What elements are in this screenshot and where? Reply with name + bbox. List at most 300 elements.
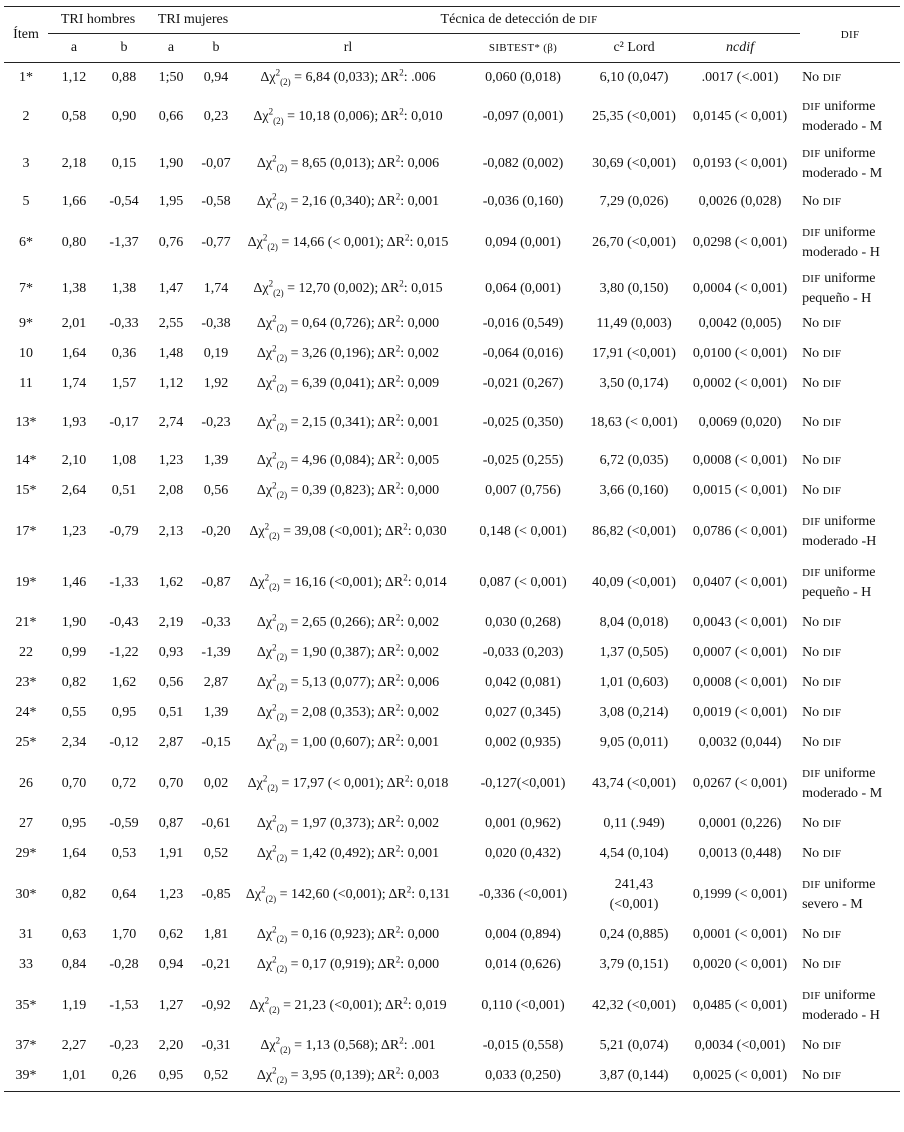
cell-mujeres-a: 0,94	[158, 957, 184, 972]
cell-mujeres-b: 1,81	[203, 927, 229, 942]
rl-chi: 0,39 (0,823)	[301, 483, 371, 498]
cell-rl: $\Delta\chi^2_{(2)} = 14,66$ (< 0,001); $\Delta R^2$: 0,015	[247, 231, 449, 252]
cell-item: 30*	[15, 886, 37, 902]
cell-dif	[800, 476, 900, 506]
table-row	[4, 950, 900, 980]
cell-rl: $\Delta\chi^2_{(2)} = 8,65$ (0,013); $\Delta R^2$: 0,006	[256, 152, 440, 173]
rl-r2: 0,010	[411, 108, 443, 124]
cell-ncdif: 0,0043 (< 0,001)	[692, 615, 788, 630]
table-row	[4, 476, 900, 506]
cell-mujeres-b: -0,20	[201, 523, 231, 539]
dif-line-1: DIF uniforme	[802, 145, 876, 161]
cell-dif	[800, 339, 900, 369]
cell-dif	[800, 638, 900, 668]
cell-hombres-b: -0,33	[109, 316, 139, 331]
cell-mujeres-b: 0,52	[203, 1068, 229, 1083]
cell-rl: $\Delta\chi^2_{(2)} = 16,16$ (<0,001); $\Delta R^2$: 0,014	[249, 571, 447, 592]
cell-mujeres-b: -0,58	[201, 194, 231, 209]
cell-mujeres-b: 0,23	[203, 108, 229, 124]
cell-dif	[800, 369, 900, 399]
cell-mujeres-b: 0,94	[203, 70, 229, 85]
rl-r2: .006	[411, 70, 436, 85]
cell-hombres-b: 0,51	[111, 483, 137, 498]
cell-hombres-a: 0,82	[61, 886, 87, 902]
cell-hombres-b: 1,38	[111, 280, 137, 296]
rl-r2: 0,019	[415, 997, 447, 1013]
dif-line-1: No DIF	[802, 1038, 842, 1053]
rl-r2: 0,014	[415, 574, 447, 590]
cell-item: 1*	[19, 70, 33, 85]
cell-dif	[800, 557, 900, 608]
cell-hombres-a: 0,99	[61, 645, 87, 660]
rl-chi: 1,90 (0,387)	[301, 645, 371, 660]
rl-r2: 0,006	[407, 155, 440, 171]
cell-sibtest: 0,027 (0,345)	[485, 705, 561, 720]
dif-line-1: No DIF	[802, 816, 842, 831]
rl-r2: 0,003	[407, 1068, 440, 1083]
cell-rl: $\Delta\chi^2_{(2)} = 1,42$ (0,492); $\Delta R^2$: 0,001	[256, 843, 440, 863]
cell-lord: 17,91 (<0,001)	[592, 346, 676, 361]
cell-rl: $\Delta\chi^2_{(2)} = 3,95$ (0,139); $\Delta R^2$: 0,003	[256, 1065, 440, 1085]
cell-ncdif: 0,0407 (< 0,001)	[692, 574, 788, 590]
cell-rl: $\Delta\chi^2_{(2)} = 1,00$ (0,607); $\Delta R^2$: 0,001	[256, 732, 440, 752]
cell-hombres-b: 0,95	[111, 705, 137, 720]
cell-lord: 5,21 (0,074)	[599, 1038, 669, 1053]
cell-hombres-b: -0,12	[109, 735, 139, 750]
cell-hombres-a: 0,55	[61, 705, 87, 720]
cell-sibtest: -0,033 (0,203)	[482, 645, 564, 660]
dif-line-2: pequeño - H	[802, 584, 872, 600]
cell-hombres-a: 2,01	[61, 316, 87, 331]
cell-lord: 3,08 (0,214)	[599, 705, 669, 720]
cell-lord: 25,35 (<0,001)	[592, 108, 676, 124]
cell-rl: $\Delta\chi^2_{(2)} = 21,23$ (<0,001); $\Delta R^2$: 0,019	[249, 994, 447, 1015]
rl-r2: 0,002	[407, 705, 440, 720]
cell-mujeres-a: 1,91	[158, 846, 184, 861]
cell-rl: $\Delta\chi^2_{(2)} = 17,97$ (< 0,001); $\Delta R^2$: 0,018	[247, 772, 449, 793]
cell-ncdif: 0,0008 (< 0,001)	[692, 675, 788, 690]
cell-dif	[800, 698, 900, 728]
cell-lord: 30,69 (<0,001)	[592, 155, 676, 171]
cell-ncdif: 0,0034 (<0,001)	[694, 1038, 786, 1053]
rl-r2: 0,000	[407, 927, 440, 942]
dif-line-2: moderado - M	[802, 785, 883, 801]
cell-dif	[800, 217, 900, 268]
cell-lord: 3,79 (0,151)	[599, 957, 669, 972]
dif-line-1: DIF uniforme	[802, 987, 876, 1003]
cell-hombres-b: 1,62	[111, 675, 137, 690]
cell-rl: $\Delta\chi^2_{(2)} = 6,84$ (0,033); $\Delta R^2$: .006	[260, 67, 436, 87]
cell-ncdif: 0,0042 (0,005)	[698, 316, 782, 331]
cell-dif	[800, 399, 900, 446]
rl-chi: 6,84 (0,033)	[305, 70, 375, 85]
cell-ncdif: 0,0001 (< 0,001)	[692, 927, 788, 942]
cell-ncdif: 0,0193 (< 0,001)	[692, 155, 788, 171]
cell-item: 10	[19, 346, 33, 361]
rl-chi: 3,95 (0,139)	[301, 1068, 371, 1083]
cell-hombres-a: 2,64	[61, 483, 87, 498]
cell-item: 29*	[15, 846, 37, 861]
cell-hombres-b: 1,70	[111, 927, 137, 942]
rl-r2: .001	[411, 1038, 436, 1053]
cell-item: 19*	[15, 574, 37, 590]
cell-item: 37*	[15, 1038, 37, 1053]
table-row	[4, 638, 900, 668]
cell-ncdif: 0,1999 (< 0,001)	[692, 886, 788, 902]
cell-lord: 0,11 (.949)	[603, 816, 665, 831]
cell-mujeres-a: 2,19	[158, 615, 184, 630]
cell-mujeres-a: 1,12	[158, 376, 184, 391]
cell-hombres-b: -0,54	[109, 194, 139, 209]
cell-ncdif: 0,0145 (< 0,001)	[692, 108, 788, 124]
cell-ncdif: 0,0100 (< 0,001)	[692, 346, 788, 361]
table-row	[4, 608, 900, 638]
cell-mujeres-b: -0,21	[201, 957, 231, 972]
cell-hombres-a: 0,80	[61, 234, 87, 250]
rl-chi: 14,66 (< 0,001)	[292, 234, 381, 250]
cell-mujeres-a: 1,90	[158, 155, 184, 171]
cell-sibtest: 0,014 (0,626)	[485, 957, 561, 972]
cell-lord: 43,74 (<0,001)	[592, 775, 676, 791]
rl-chi: 2,16 (0,340)	[301, 194, 371, 209]
hombres-a-header: a	[70, 40, 78, 55]
dif-line-1: No DIF	[802, 453, 842, 468]
cell-item: 26	[19, 775, 33, 791]
rl-chi: 0,16 (0,923)	[301, 927, 371, 942]
cell-lord: 86,82 (<0,001)	[592, 523, 676, 539]
rl-chi: 8,65 (0,013)	[301, 155, 371, 171]
table-row	[4, 187, 900, 217]
cell-mujeres-b: 0,56	[203, 483, 229, 498]
cell-mujeres-a: 0,62	[158, 927, 184, 942]
cell-hombres-b: 0,72	[111, 775, 137, 791]
cell-lord: 7,29 (0,026)	[599, 194, 669, 209]
cell-item: 33	[19, 957, 33, 972]
cell-lord: 26,70 (<0,001)	[592, 234, 676, 250]
dif-line-1: No DIF	[802, 705, 842, 720]
dif-line-1: No DIF	[802, 846, 842, 861]
table-row	[4, 668, 900, 698]
cell-hombres-a: 2,10	[61, 453, 87, 468]
rl-chi: 39,08 (<0,001)	[294, 523, 379, 539]
cell-lord: 3,66 (0,160)	[599, 483, 669, 498]
cell-ncdif: 0,0007 (< 0,001)	[692, 645, 788, 660]
cell-rl: $\Delta\chi^2_{(2)} = 1,90$ (0,387); $\Delta R^2$: 0,002	[256, 642, 440, 662]
cell-sibtest: -0,064 (0,016)	[482, 346, 564, 361]
cell-mujeres-a: 0,76	[158, 234, 184, 250]
cell-hombres-a: 0,95	[61, 816, 87, 831]
cell-mujeres-b: -0,87	[201, 574, 231, 590]
cell-mujeres-a: 0,56	[158, 675, 184, 690]
cell-mujeres-b: 1,39	[203, 705, 229, 720]
dif-line-2: moderado - M	[802, 118, 883, 134]
cell-lord: 8,04 (0,018)	[599, 615, 669, 630]
dif-line-1: DIF uniforme	[802, 98, 876, 114]
cell-mujeres-b: 1,74	[203, 280, 229, 296]
cell-mujeres-a: 0,51	[158, 705, 184, 720]
cell-mujeres-a: 2,87	[158, 735, 184, 750]
cell-hombres-a: 1,23	[61, 523, 87, 539]
rl-r2: 0,002	[407, 816, 440, 831]
cell-hombres-a: 1,64	[61, 846, 87, 861]
rl-chi: 2,08 (0,353)	[301, 705, 371, 720]
cell-dif	[800, 869, 900, 920]
cell-sibtest: 0,002 (0,935)	[485, 735, 561, 750]
cell-hombres-a: 1,46	[61, 574, 87, 590]
cell-hombres-b: -1,33	[109, 574, 139, 590]
cell-item: 27	[19, 816, 33, 831]
rl-r2: 0,000	[407, 957, 440, 972]
rl-chi: 2,15 (0,341)	[301, 414, 371, 430]
cell-mujeres-b: -0,85	[201, 886, 231, 902]
cell-hombres-a: 1,74	[61, 376, 87, 391]
rl-r2: 0,006	[407, 675, 440, 690]
cell-item: 13*	[15, 414, 37, 430]
cell-mujeres-b: -1,39	[201, 645, 231, 660]
cell-mujeres-b: 0,02	[203, 775, 229, 791]
cell-rl: $\Delta\chi^2_{(2)} = 0,16$ (0,923); $\Delta R^2$: 0,000	[256, 924, 440, 944]
cell-mujeres-a: 2,20	[158, 1038, 184, 1053]
rl-chi: 1,00 (0,607)	[301, 735, 371, 750]
mujeres-a-header: a	[167, 40, 175, 55]
cell-mujeres-b: -0,61	[201, 816, 231, 831]
cell-mujeres-b: 1,39	[203, 453, 229, 468]
cell-hombres-b: -0,59	[109, 816, 139, 831]
dif-line-1: No DIF	[802, 645, 842, 660]
cell-mujeres-a: 1,48	[158, 346, 184, 361]
cell-lord: 40,09 (<0,001)	[592, 574, 676, 590]
cell-sibtest: 0,110 (<0,001)	[481, 997, 565, 1013]
cell-mujeres-a: 1,62	[158, 574, 184, 590]
ncdif-header: ncdif	[726, 40, 755, 55]
cell-ncdif: 0,0001 (0,226)	[698, 816, 782, 831]
rl-chi: 5,13 (0,077)	[301, 675, 371, 690]
cell-ncdif: 0,0002 (< 0,001)	[692, 376, 788, 391]
cell-lord: 9,05 (0,011)	[599, 735, 669, 750]
cell-hombres-b: 0,26	[111, 1068, 137, 1083]
header-row-top	[4, 7, 900, 34]
cell-rl: $\Delta\chi^2_{(2)} = 39,08$ (<0,001); $\Delta R^2$: 0,030	[249, 520, 447, 541]
cell-hombres-b: 1,08	[111, 453, 137, 468]
cell-mujeres-a: 0,70	[158, 775, 184, 791]
cell-hombres-a: 0,58	[61, 108, 87, 124]
cell-dif	[800, 950, 900, 980]
cell-hombres-a: 2,18	[61, 155, 87, 171]
cell-dif	[800, 839, 900, 869]
rl-chi: 21,23 (<0,001)	[294, 997, 379, 1013]
cell-ncdif: 0,0267 (< 0,001)	[692, 775, 788, 791]
cell-item: 6*	[19, 234, 33, 250]
cell-lord: 11,49 (0,003)	[596, 316, 672, 331]
rl-r2: 0,018	[416, 775, 449, 791]
cell-sibtest: -0,016 (0,549)	[482, 316, 564, 331]
cell-rl: $\Delta\chi^2_{(2)} = 5,13$ (0,077); $\Delta R^2$: 0,006	[256, 672, 440, 692]
table-row	[4, 728, 900, 758]
cell-ncdif: 0,0025 (< 0,001)	[692, 1068, 788, 1083]
rl-r2: 0,000	[407, 483, 440, 498]
cell-item: 14*	[15, 453, 37, 468]
rl-chi: 2,65 (0,266)	[301, 615, 371, 630]
cell-mujeres-a: 1,95	[158, 194, 184, 209]
table-row	[4, 920, 900, 950]
cell-sibtest: 0,060 (0,018)	[485, 70, 561, 85]
rl-chi: 3,26 (0,196)	[301, 346, 371, 361]
cell-item: 5	[22, 194, 30, 209]
table-row	[4, 93, 900, 140]
rl-r2: 0,005	[407, 453, 440, 468]
cell-item: 25*	[15, 735, 37, 750]
dif-line-1: DIF uniforme	[802, 513, 876, 529]
cell-hombres-a: 1,12	[61, 70, 87, 85]
cell-hombres-a: 0,70	[61, 775, 87, 791]
table-row	[4, 446, 900, 476]
cell-ncdif: 0,0485 (< 0,001)	[692, 997, 788, 1013]
cell-rl: $\Delta\chi^2_{(2)} = 0,64$ (0,726); $\Delta R^2$: 0,000	[256, 313, 440, 333]
cell-rl: $\Delta\chi^2_{(2)} = 3,26$ (0,196); $\Delta R^2$: 0,002	[256, 343, 440, 363]
rl-chi: 10,18 (0,006)	[298, 108, 375, 124]
cell-mujeres-a: 1,47	[158, 280, 184, 296]
cell-rl: $\Delta\chi^2_{(2)} = 1,13$ (0,568); $\Delta R^2$: .001	[260, 1035, 436, 1055]
cell-ncdif: .0017 (<.001)	[701, 70, 779, 85]
cell-hombres-a: 1,19	[61, 997, 87, 1013]
cell-sibtest: -0,097 (0,001)	[482, 108, 564, 124]
tri-hombres-header: TRI hombres	[48, 7, 148, 34]
cell-mujeres-b: -0,15	[201, 735, 231, 750]
cell-hombres-b: -0,17	[109, 414, 139, 430]
cell-dif	[800, 446, 900, 476]
table-row	[4, 758, 900, 809]
cell-mujeres-a: 0,95	[158, 1068, 184, 1083]
item-header: Ítem	[13, 26, 39, 42]
cell-hombres-a: 1,90	[61, 615, 87, 630]
tecnica-header: Técnica de detección de DIF	[238, 7, 800, 34]
cell-mujeres-a: 1,27	[158, 997, 184, 1013]
dif-line-1: No DIF	[802, 194, 842, 209]
rl-r2: 0,002	[407, 346, 440, 361]
rl-r2: 0,000	[407, 316, 440, 331]
cell-rl: $\Delta\chi^2_{(2)} = 12,70$ (0,002); $\Delta R^2$: 0,015	[253, 277, 443, 298]
cell-mujeres-a: 0,87	[158, 816, 184, 831]
cell-rl: $\Delta\chi^2_{(2)} = 10,18$ (0,006); $\Delta R^2$: 0,010	[253, 105, 443, 126]
table-row	[4, 369, 900, 399]
cell-hombres-a: 1,01	[61, 1068, 87, 1083]
cell-sibtest: 0,094 (0,001)	[485, 234, 561, 250]
cell-hombres-b: 0,15	[111, 155, 137, 171]
rl-r2: 0,131	[418, 886, 451, 902]
cell-hombres-b: -0,23	[109, 1038, 139, 1053]
dif-line-2: moderado - M	[802, 165, 883, 181]
cell-lord: 241,43 (<0,001)	[609, 876, 659, 912]
cell-item: 22	[19, 645, 33, 660]
dif-results-table-container	[4, 6, 900, 1092]
hombres-b-header: b	[120, 40, 128, 55]
dif-line-1: No DIF	[802, 1068, 842, 1083]
table-row	[4, 339, 900, 369]
mujeres-b-header: b	[212, 40, 220, 55]
cell-rl: $\Delta\chi^2_{(2)} = 142,60$ (<0,001); $\Delta R^2$: 0,131	[245, 883, 451, 904]
cell-sibtest: -0,082 (0,002)	[482, 155, 564, 171]
table-row	[4, 980, 900, 1031]
cell-dif	[800, 140, 900, 187]
cell-item: 15*	[15, 483, 37, 498]
cell-sibtest: -0,127(<0,001)	[480, 775, 566, 791]
rl-r2: 0,001	[407, 414, 440, 430]
cell-dif	[800, 1031, 900, 1061]
dif-line-1: DIF uniforme	[802, 876, 876, 892]
cell-lord: 1,01 (0,603)	[599, 675, 669, 690]
cell-ncdif: 0,0069 (0,020)	[698, 414, 782, 430]
table-row	[4, 557, 900, 608]
cell-rl: $\Delta\chi^2_{(2)} = 2,15$ (0,341); $\Delta R^2$: 0,001	[256, 411, 440, 432]
dif-line-1: No DIF	[802, 414, 842, 430]
dif-line-1: No DIF	[802, 376, 842, 391]
table-row	[4, 63, 900, 94]
cell-hombres-b: -1,37	[109, 234, 139, 250]
cell-hombres-b: 0,64	[111, 886, 137, 902]
cell-sibtest: -0,021 (0,267)	[482, 376, 564, 391]
cell-mujeres-b: -0,31	[201, 1038, 231, 1053]
dif-line-1: No DIF	[802, 483, 842, 498]
dif-line-2: moderado - H	[802, 244, 880, 260]
cell-dif	[800, 668, 900, 698]
cell-sibtest: 0,007 (0,756)	[485, 483, 561, 498]
cell-dif	[800, 93, 900, 140]
cell-sibtest: 0,020 (0,432)	[485, 846, 561, 861]
rl-r2: 0,001	[407, 846, 440, 861]
cell-hombres-b: 0,36	[111, 346, 137, 361]
cell-sibtest: 0,148 (< 0,001)	[479, 523, 567, 539]
table-row	[4, 506, 900, 557]
cell-mujeres-b: -0,23	[201, 414, 231, 430]
cell-lord: 0,24 (0,885)	[599, 927, 669, 942]
cell-item: 31	[19, 927, 33, 942]
cell-hombres-a: 1,66	[61, 194, 87, 209]
cell-lord: 1,37 (0,505)	[599, 645, 669, 660]
cell-dif	[800, 809, 900, 839]
cell-hombres-b: -0,28	[109, 957, 139, 972]
rl-r2: 0,015	[411, 280, 443, 296]
cell-hombres-a: 2,34	[61, 735, 87, 750]
cell-hombres-b: -1,22	[109, 645, 139, 660]
rl-chi: 16,16 (<0,001)	[294, 574, 379, 590]
dif-line-1: No DIF	[802, 346, 842, 361]
dif-line-1: No DIF	[802, 615, 842, 630]
cell-sibtest: -0,036 (0,160)	[482, 194, 564, 209]
cell-sibtest: -0,025 (0,255)	[482, 453, 564, 468]
cell-hombres-a: 0,84	[61, 957, 87, 972]
dif-line-1: No DIF	[802, 70, 842, 85]
table-row	[4, 839, 900, 869]
cell-sibtest: 0,004 (0,894)	[485, 927, 561, 942]
cell-hombres-b: 0,53	[111, 846, 137, 861]
dif-line-1: No DIF	[802, 735, 842, 750]
dif-line-2: severo - M	[802, 896, 863, 912]
cell-item: 21*	[15, 615, 37, 630]
cell-sibtest: 0,030 (0,268)	[485, 615, 561, 630]
dif-line-2: moderado -H	[802, 533, 877, 549]
cell-mujeres-a: 1,23	[158, 886, 184, 902]
rl-chi: 17,97 (< 0,001)	[292, 775, 381, 791]
cell-dif	[800, 63, 900, 94]
cell-rl: $\Delta\chi^2_{(2)} = 1,97$ (0,373); $\Delta R^2$: 0,002	[256, 813, 440, 833]
cell-lord: 3,50 (0,174)	[599, 376, 669, 391]
cell-dif	[800, 187, 900, 217]
cell-item: 3	[22, 155, 30, 171]
cell-item: 9*	[19, 316, 33, 331]
rl-r2: 0,030	[415, 523, 447, 539]
cell-ncdif: 0,0786 (< 0,001)	[692, 523, 788, 539]
table-row	[4, 309, 900, 339]
